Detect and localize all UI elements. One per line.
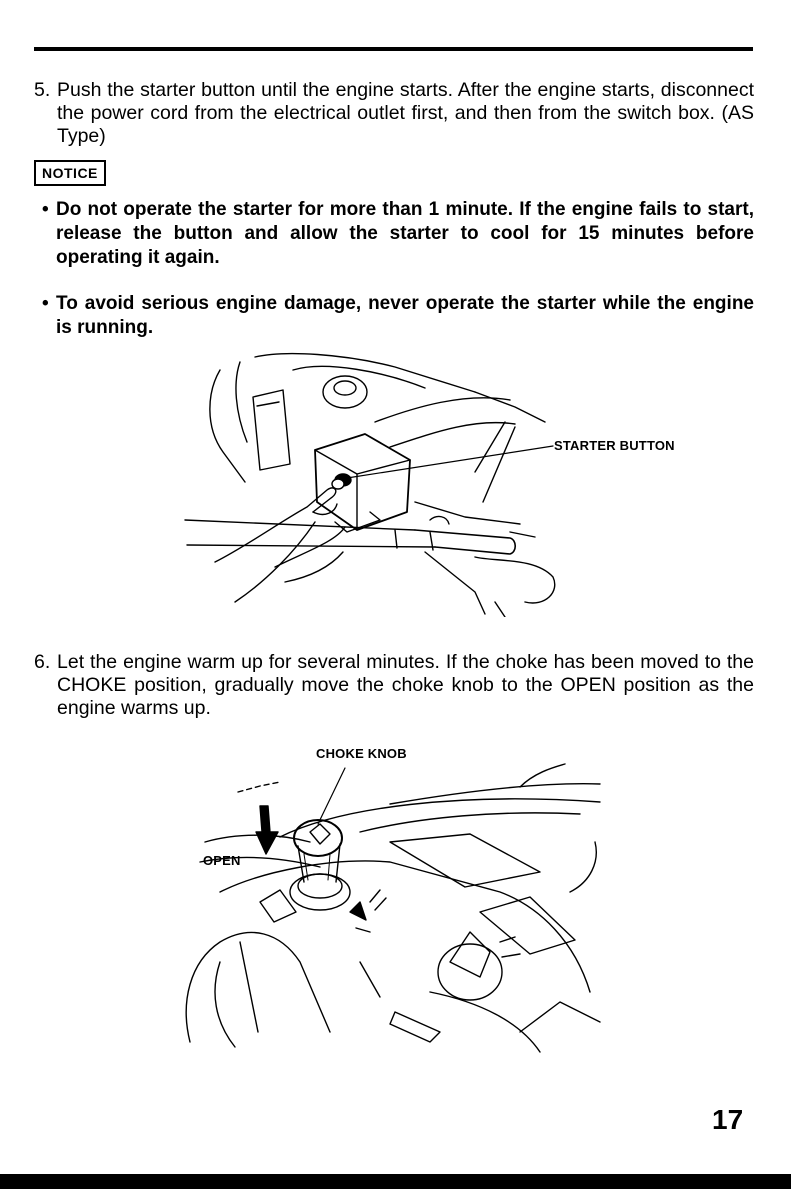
bullet-dot: • [42, 199, 49, 220]
step-6-text: Let the engine warm up for several minutes. If the choke has been moved to the CHOKE position, gradually move the choke knob to the OPEN position as the engine warms up. [57, 651, 754, 719]
step-6-number: 6. [34, 651, 51, 673]
bottom-bar [0, 1174, 791, 1189]
choke-knob-illustration [180, 762, 610, 1062]
open-position-label: OPEN [203, 853, 241, 868]
starter-button-illustration [175, 352, 575, 617]
step-5-number: 5. [34, 79, 51, 101]
notice-bullet-2 [42, 292, 754, 340]
notice-bullet-1-text: Do not operate the starter for more than 1 minute. If the engine fails to start, release the button and allow the starter to cool for 15 minutes before operating it again. [56, 199, 754, 268]
notice-label: NOTICE [34, 160, 106, 186]
step-6 [34, 651, 754, 720]
choke-knob-callout: CHOKE KNOB [316, 746, 407, 761]
bullet-dot: • [42, 293, 49, 314]
top-rule [34, 47, 753, 51]
notice-bullet-2-text: To avoid serious engine damage, never operate the starter while the engine is running. [56, 293, 754, 338]
page-number: 17 [712, 1104, 744, 1135]
notice-bullet-1 [42, 198, 754, 270]
starter-button-callout: STARTER BUTTON [554, 438, 675, 453]
step-5 [34, 79, 754, 148]
step-5-text: Push the starter button until the engine starts. After the engine starts, disconnect the power cord from the electrical outlet first, and then from the switch box. (AS Type) [57, 79, 754, 147]
